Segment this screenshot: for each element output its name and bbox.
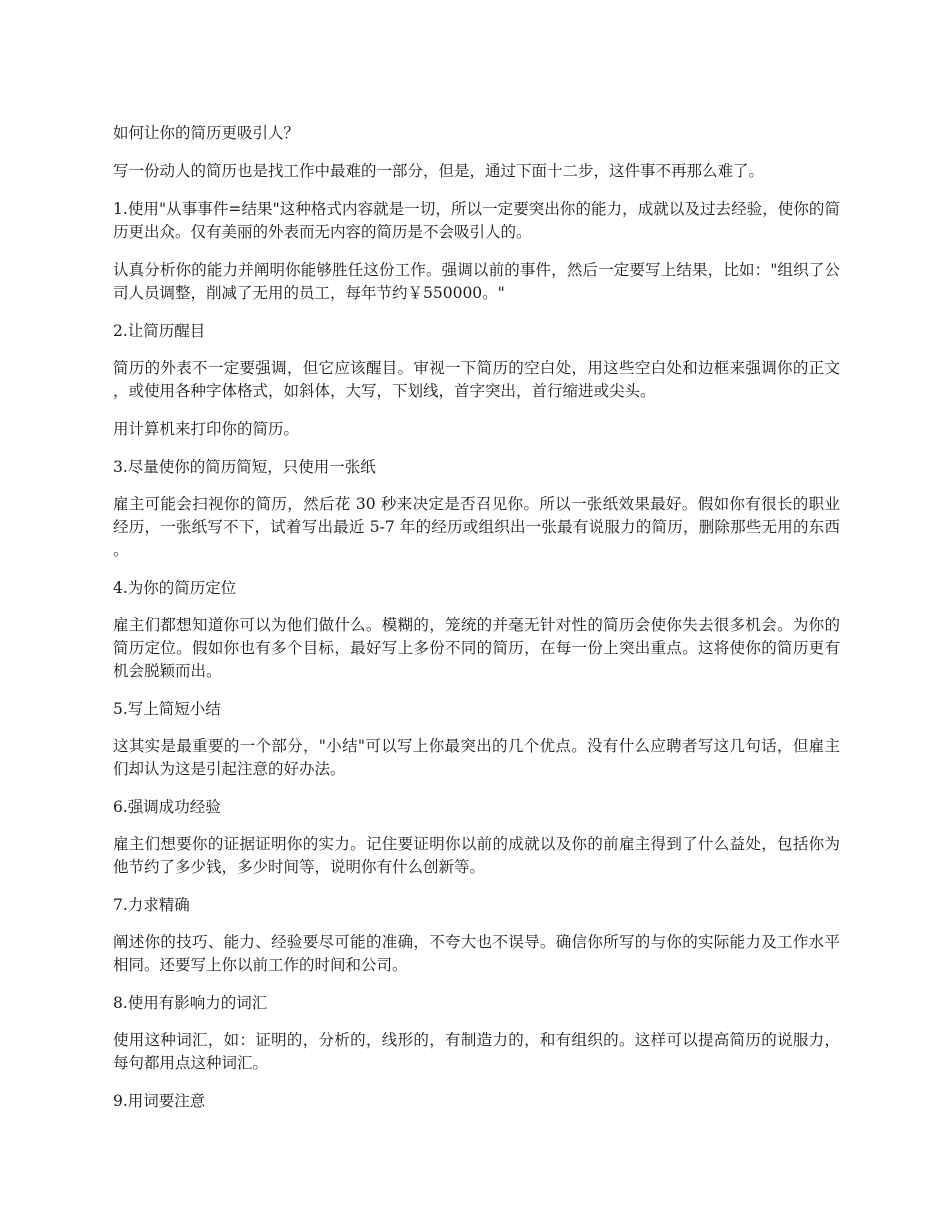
section-7-text: 阐述你的技巧、能力、经验要尽可能的准确，不夸大也不误导。确信你所写的与你的实际能力及工作水平相同。还要写上你以前工作的时间和公司。 bbox=[113, 933, 840, 974]
intro-paragraph: 写一份动人的简历也是找工作中最难的一部分，但是，通过下面十二步，这件事不再那么难了。 bbox=[113, 162, 765, 180]
section-5-text: 这其实是最重要的一个部分，"小结"可以写上你最突出的几个优点。没有什么应聘者写这几句话，但雇主们却认为这是引起注意的好办法。 bbox=[113, 737, 840, 778]
section-3-heading: 3.尽量使你的简历简短，只使用一张纸 bbox=[113, 458, 376, 476]
document-body bbox=[113, 122, 840, 1127]
document-title: 如何让你的简历更吸引人？ bbox=[113, 124, 300, 142]
section-3-text: 雇主可能会扫视你的简历，然后花 30 秒来决定是否召见你。所以一张纸效果最好。假如你有很长的职业经历，一张纸写不下，试着写出最近 5-7 年的经历或组织出一张最有说服力的简历，删除那些无用的东西。 bbox=[113, 495, 840, 559]
section-1-text: 1.使用"从事事件=结果"这种格式内容就是一切，所以一定要突出你的能力，成就以及过去经验，使你的简历更出众。仅有美丽的外表而无内容的简历是不会吸引人的。 bbox=[113, 200, 840, 241]
section-4-heading: 4.为你的简历定位 bbox=[113, 579, 237, 597]
section-1-detail: 认真分析你的能力并阐明你能够胜任这份工作。强调以前的事件，然后一定要写上结果，比如："组织了公司人员调整，削减了无用的员工，每年节约￥550000。" bbox=[113, 261, 840, 302]
section-4-text: 雇主们都想知道你可以为他们做什么。模糊的，笼统的并毫无针对性的简历会使你失去很多机会。为你的简历定位。假如你也有多个目标，最好写上多份不同的简历，在每一份上突出重点。这将使你的简历更有机会脱颖而出。 bbox=[113, 616, 840, 680]
section-7-heading: 7.力求精确 bbox=[113, 896, 190, 914]
section-2-text: 简历的外表不一定要强调，但它应该醒目。审视一下简历的空白处，用这些空白处和边框来强调你的正文，或使用各种字体格式，如斜体，大写，下划线，首字突出，首行缩进或尖头。 bbox=[113, 359, 840, 400]
section-5-heading: 5.写上简短小结 bbox=[113, 700, 221, 718]
section-9-heading: 9.用词要注意 bbox=[113, 1092, 206, 1110]
section-6-text: 雇主们想要你的证据证明你的实力。记住要证明你以前的成就以及你的前雇主得到了什么益处，包括你为他节约了多少钱，多少时间等，说明你有什么创新等。 bbox=[113, 835, 840, 876]
section-8-heading: 8.使用有影响力的词汇 bbox=[113, 994, 268, 1012]
section-8-text: 使用这种词汇，如：证明的，分析的，线形的，有制造力的，和有组织的。这样可以提高简历的说服力，每句都用点这种词汇。 bbox=[113, 1031, 840, 1072]
section-6-heading: 6.强调成功经验 bbox=[113, 798, 221, 816]
section-2-detail: 用计算机来打印你的简历。 bbox=[113, 420, 300, 438]
section-2-heading: 2.让简历醒目 bbox=[113, 322, 206, 340]
